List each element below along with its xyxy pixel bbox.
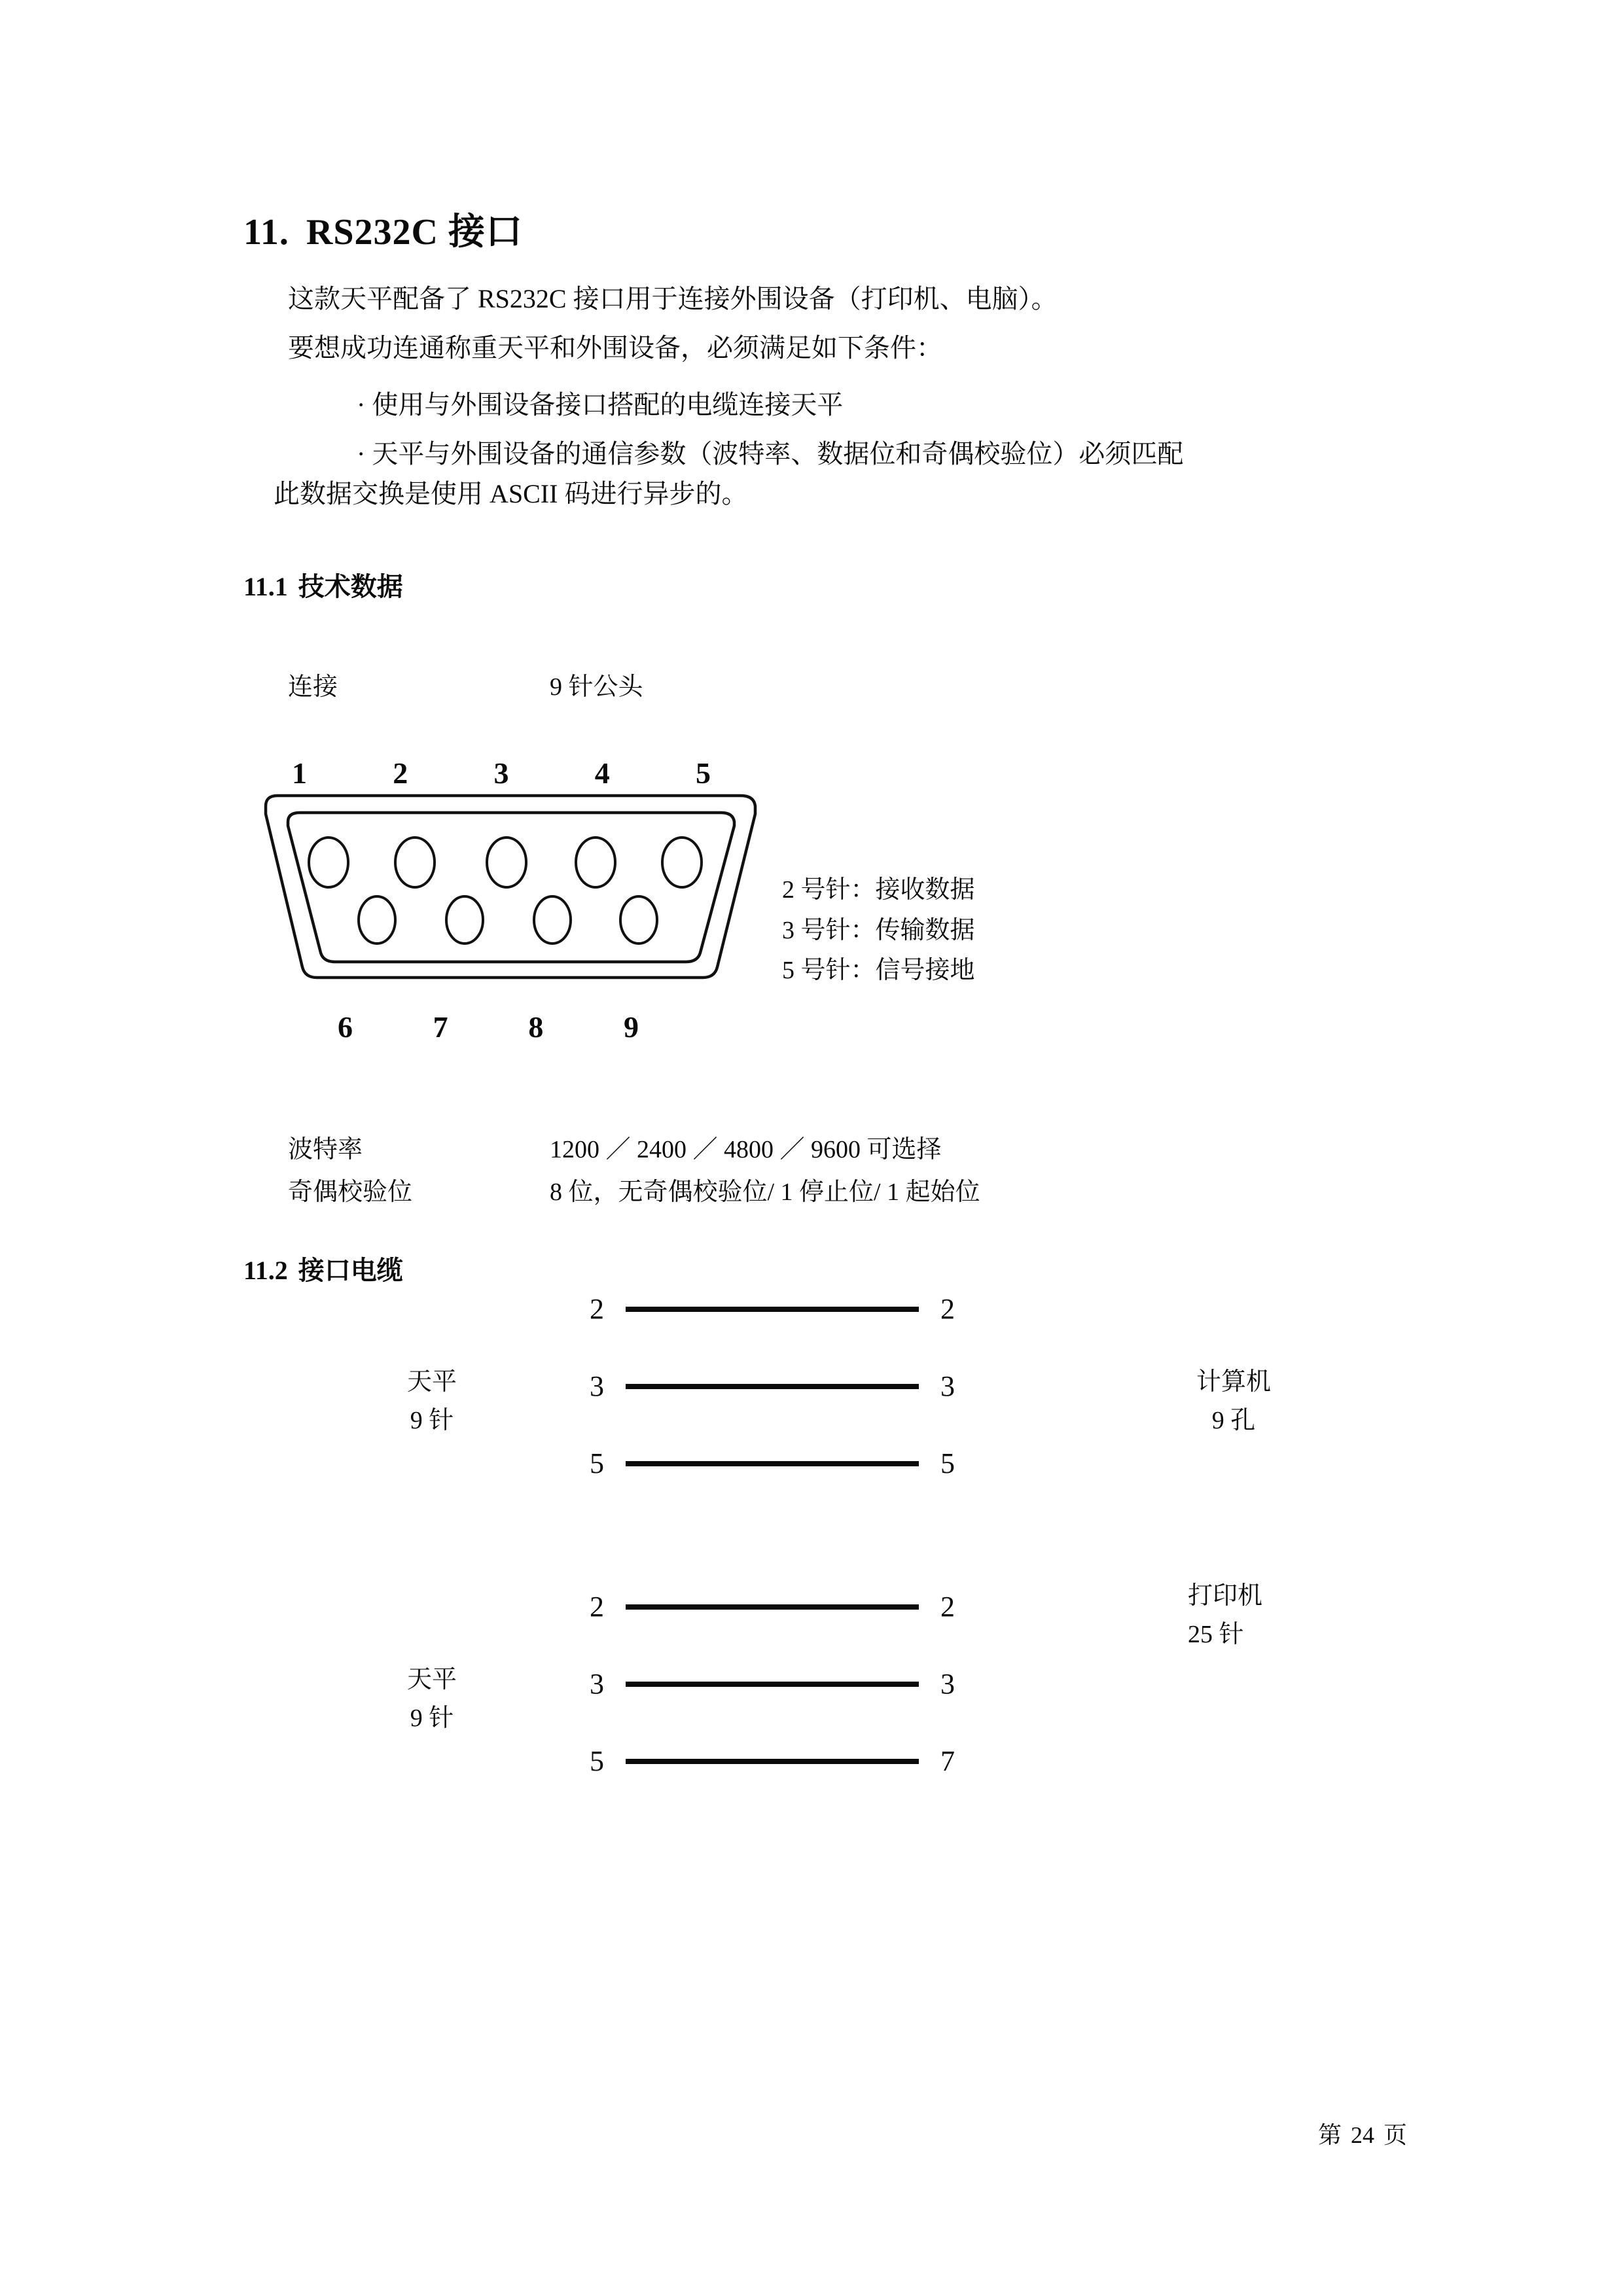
cable-pin-left: 5 [590,1447,604,1479]
db9-pin-note: 2 号针：接收数据 [782,876,975,904]
db9-pin-label: 8 [528,1010,544,1044]
cable-left-label-line2: 9 针 [410,1406,454,1434]
spec-label-baud-rate: 波特率 [288,1136,363,1163]
db9-pin-label: 4 [594,756,610,790]
section-11-2-number: 11.2 [243,1256,288,1285]
cable-right-label-line1: 计算机 [1196,1368,1271,1396]
cable-pin-left: 3 [590,1370,604,1402]
cable-right-label [1188,1577,1345,1654]
section-11-2-title: 接口电缆 [298,1256,403,1285]
intro-line-2: 要想成功连通称重天平和外围设备，必须满足如下条件： [288,333,942,362]
cable-connection-row [582,1447,962,1480]
footer-page-number: 24 [1350,2122,1374,2148]
cable-wire-line [626,1384,919,1389]
cable-wire-line [626,1461,919,1466]
cable-left-label-line1: 天平 [406,1368,457,1396]
db9-pin-notes [782,870,975,991]
cable-connection-row [582,1744,962,1778]
page-title [243,203,523,255]
cable-left-label-line1: 天平 [406,1666,457,1693]
section-11-1-title: 技术数据 [298,572,403,601]
page-footer [1318,2117,1407,2150]
intro-line-1: 这款天平配备了 RS232C 接口用于连接外围设备（打印机、电脑）。 [288,284,1058,313]
cable-pin-left: 2 [590,1591,604,1623]
cable-connection-row [582,1667,962,1701]
db9-pin-label: 3 [493,756,509,790]
bullet-marker-icon: · [357,439,366,468]
spec-label-connection: 连接 [288,673,338,701]
spec-value-connection: 9 针公头 [550,673,643,701]
db9-pin-label: 1 [292,756,307,790]
db9-shell-outline-icon [249,792,772,1014]
db9-pin-hole-5 [662,838,702,887]
spec-value-parity: 8 位，无奇偶校验位/ 1 停止位/ 1 起始位 [550,1178,980,1206]
cable-pin-left: 5 [590,1745,604,1777]
db9-pin-hole-7 [446,896,483,944]
cable-diagram-printer [366,1582,1296,1806]
db9-pin-hole-3 [487,838,526,887]
db9-pin-hole-9 [620,896,657,944]
intro-bullet-2-text: 天平与外围设备的通信参数（波特率、数据位和奇偶校验位）必须匹配 [372,439,1184,468]
section-heading-11-2 [243,1250,403,1287]
db9-pin-hole-2 [395,838,435,887]
page-title-text: RS232C 接口 [306,212,523,253]
cable-pin-left: 3 [590,1668,604,1700]
db9-pin-label: 6 [338,1010,353,1044]
intro-bullet-1 [357,384,843,421]
cable-right-label-line1: 打印机 [1188,1582,1263,1610]
footer-prefix: 第 [1317,2122,1342,2148]
cable-left-label [366,1661,497,1738]
cable-diagram-computer [366,1292,1296,1508]
db9-connector-diagram [249,756,785,1050]
db9-pin-label: 2 [393,756,408,790]
cable-pin-right: 5 [940,1447,955,1479]
cable-pin-left: 2 [590,1293,604,1325]
intro-bullet-1-text: 使用与外围设备接口搭配的电缆连接天平 [372,390,844,419]
db9-pin-note: 5 号针：信号接地 [782,957,975,985]
cable-connection-row [582,1590,962,1623]
intro-bullet-2 [357,433,1183,470]
cable-connection-row [582,1369,962,1403]
bullet-marker-icon: · [357,390,366,419]
db9-bottom-pin-labels [338,1010,639,1044]
cable-left-label [366,1363,497,1440]
cable-pin-right: 7 [940,1745,955,1777]
cable-pin-right: 3 [940,1370,955,1402]
db9-pin-label: 5 [696,756,711,790]
db9-pin-hole-6 [359,896,395,944]
db9-pin-hole-8 [534,896,571,944]
cable-wire-line [626,1307,919,1312]
section-heading-11-1 [243,566,403,603]
footer-suffix: 页 [1383,2122,1407,2148]
cable-pin-right: 2 [940,1293,955,1325]
spec-value-baud-rate: 1200 ／ 2400 ／ 4800 ／ 9600 可选择 [550,1136,942,1163]
db9-pin-hole-4 [576,838,615,887]
spec-label-parity: 奇偶校验位 [288,1178,413,1206]
cable-right-label-line2: 25 针 [1188,1620,1244,1648]
cable-right-label [1162,1363,1306,1440]
cable-wire-line [626,1759,919,1764]
section-11-1-number: 11.1 [243,572,288,601]
cable-left-label-line2: 9 针 [410,1704,454,1732]
db9-pin-hole-1 [309,838,348,887]
db9-pin-label: 7 [433,1010,448,1044]
cable-wire-line [626,1682,919,1687]
db9-top-pin-labels [292,756,711,790]
cable-pin-right: 2 [940,1591,955,1623]
cable-wire-line [626,1604,919,1610]
db9-pin-label: 9 [623,1010,639,1044]
cable-right-label-line2: 9 孔 [1211,1406,1256,1434]
intro-line-5: 此数据交换是使用 ASCII 码进行异步的。 [274,479,748,508]
cable-connection-row [582,1292,962,1326]
db9-pin-note: 3 号针：传输数据 [782,916,975,944]
cable-pin-right: 3 [940,1668,955,1700]
page-title-number: 11. [243,212,289,253]
